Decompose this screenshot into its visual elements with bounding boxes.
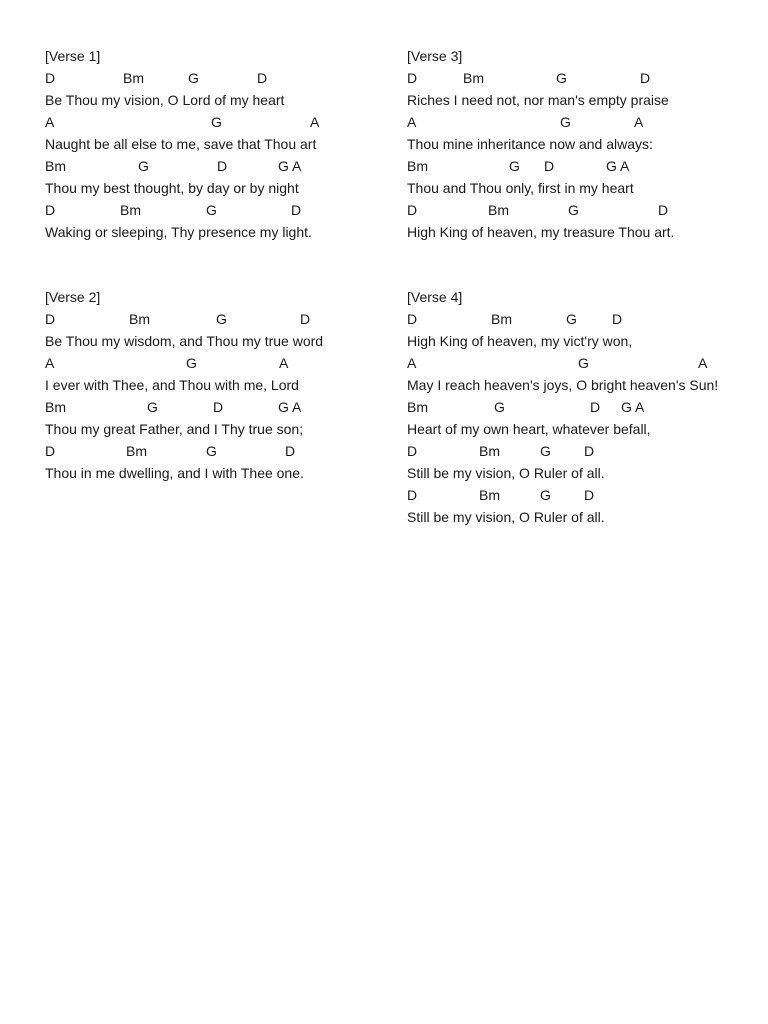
lyric-line: May I reach heaven's joys, O bright heaven's Sun! (407, 377, 719, 393)
chord: D (407, 311, 418, 327)
chord-line (45, 352, 323, 374)
chord: D (584, 443, 595, 459)
chord: D (658, 202, 669, 218)
verse-1 (45, 45, 320, 243)
chord: G (494, 399, 505, 415)
chord-line (407, 396, 718, 418)
lyric-line: Waking or sleeping, Thy presence my light. (45, 224, 312, 240)
verse-lines (407, 67, 674, 243)
chord: Bm (479, 487, 500, 503)
verse-title: [Verse 2] (45, 289, 101, 305)
lyric-line: Riches I need not, nor man's empty praise (407, 92, 669, 108)
chord: G (568, 202, 579, 218)
chord: Bm (126, 443, 147, 459)
chord: G A (278, 399, 302, 415)
chord-line (407, 155, 674, 177)
chord: D (612, 311, 623, 327)
chord: Bm (45, 399, 66, 415)
chord-line (45, 199, 316, 221)
chord: G (188, 70, 199, 86)
chord-line (45, 111, 320, 133)
chord-line (45, 308, 323, 330)
chord: A (45, 355, 55, 371)
verse-3 (407, 45, 674, 243)
chord: D (213, 399, 224, 415)
lyric-line: Thou mine inheritance now and always: (407, 136, 653, 152)
lyric-line: Thou my great Father, and I Thy true son; (45, 421, 304, 437)
chord: A (310, 114, 320, 130)
verse-title: [Verse 3] (407, 48, 463, 64)
chord: Bm (479, 443, 500, 459)
chord: D (257, 70, 268, 86)
chord-line (407, 111, 674, 133)
chord: D (584, 487, 595, 503)
chord: D (300, 311, 311, 327)
chord: Bm (123, 70, 144, 86)
lyric-line: High King of heaven, my treasure Thou art. (407, 224, 675, 240)
chord: Bm (463, 70, 484, 86)
chord: D (590, 399, 601, 415)
verse-lines (407, 308, 718, 528)
chord: D (544, 158, 555, 174)
chord: G (138, 158, 149, 174)
chord: Bm (45, 158, 66, 174)
lyric-line: Thou and Thou only, first in my heart (407, 180, 634, 196)
chord: A (634, 114, 644, 130)
chord: A (45, 114, 55, 130)
chord: D (291, 202, 302, 218)
lyric-line: I ever with Thee, and Thou with me, Lord (45, 377, 299, 393)
lyric-line: Still be my vision, O Ruler of all. (407, 509, 605, 525)
chord: Bm (407, 399, 428, 415)
chord: G (147, 399, 158, 415)
chord: G (206, 443, 217, 459)
verse-lines (45, 308, 323, 484)
chord-line (45, 440, 323, 462)
chord: G (578, 355, 589, 371)
chord: G (540, 487, 551, 503)
chord: Bm (488, 202, 509, 218)
chord: D (407, 487, 418, 503)
chord: D (640, 70, 651, 86)
chord: D (407, 443, 418, 459)
chord-line (45, 155, 316, 177)
chord-line (407, 484, 718, 506)
chord: D (285, 443, 296, 459)
chord-line (407, 352, 718, 374)
verse-title: [Verse 1] (45, 48, 101, 64)
verse-lines (45, 67, 320, 243)
chord: G A (606, 158, 630, 174)
lyric-line: Thou my best thought, by day or by night (45, 180, 299, 196)
chord-line (407, 440, 718, 462)
verse-2 (45, 286, 323, 484)
chord: G (211, 114, 222, 130)
chord-line (407, 67, 674, 89)
chord: Bm (120, 202, 141, 218)
chord: D (45, 202, 56, 218)
verse-4 (407, 286, 718, 528)
chord: A (279, 355, 289, 371)
chord: Bm (129, 311, 150, 327)
chord: G (216, 311, 227, 327)
chord: G (540, 443, 551, 459)
lyric-line: Still be my vision, O Ruler of all. (407, 465, 605, 481)
lyric-line: Be Thou my wisdom, and Thou my true word (45, 333, 324, 349)
chord: Bm (491, 311, 512, 327)
chord-line (45, 67, 316, 89)
lyric-line: Heart of my own heart, whatever befall, (407, 421, 651, 437)
chord: D (217, 158, 228, 174)
chord-line (407, 308, 718, 330)
chord: G (186, 355, 197, 371)
verse-title: [Verse 4] (407, 289, 463, 305)
chord: A (407, 355, 417, 371)
chord: A (698, 355, 708, 371)
chord: G A (621, 399, 645, 415)
chord: D (45, 311, 56, 327)
lyric-line: High King of heaven, my vict'ry won, (407, 333, 633, 349)
lyric-line: Naught be all else to me, save that Thou art (45, 136, 317, 152)
chord: G (560, 114, 571, 130)
chord: D (407, 202, 418, 218)
chord: D (45, 443, 56, 459)
chord: D (45, 70, 56, 86)
lyric-line: Be Thou my vision, O Lord of my heart (45, 92, 285, 108)
chord: G (566, 311, 577, 327)
chord: G A (278, 158, 302, 174)
chord-line (407, 199, 674, 221)
chord: A (407, 114, 417, 130)
chord: G (509, 158, 520, 174)
chord-line (45, 396, 323, 418)
chord: D (407, 70, 418, 86)
chord: G (206, 202, 217, 218)
lyric-line: Thou in me dwelling, and I with Thee one. (45, 465, 304, 481)
chord: G (556, 70, 567, 86)
chord: Bm (407, 158, 428, 174)
